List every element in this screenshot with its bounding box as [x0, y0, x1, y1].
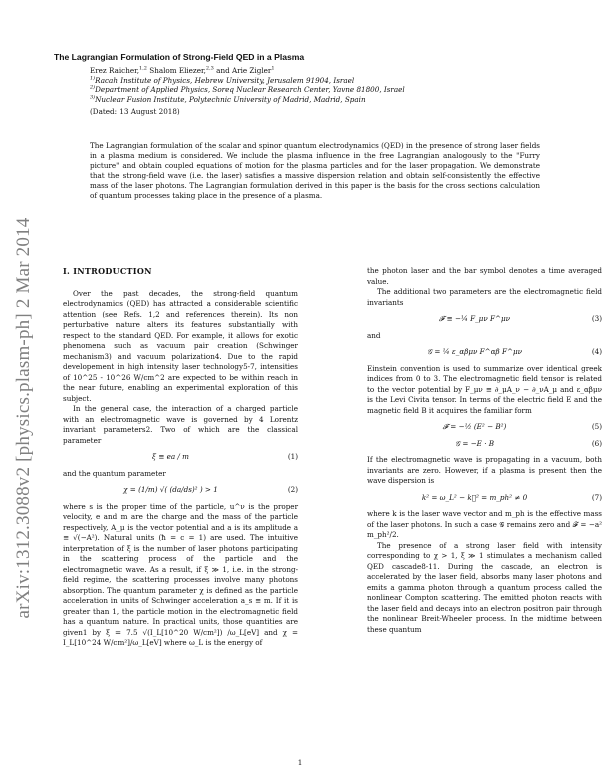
author-affiliation-mark: 1,2: [139, 65, 147, 72]
affiliation-mark: 3): [90, 94, 96, 101]
equation-body: 𝓕 = −½ (E² − B²): [442, 422, 507, 431]
section-heading: I. INTRODUCTION: [63, 266, 152, 276]
left-column: [63, 266, 298, 649]
author-name: and Arie Zigler: [216, 66, 272, 75]
paragraph: The presence of a strong laser field with intensity corresponding to χ > 1, ξ ≫ 1 stimulates a mechanism called QED cascade8-11. During the cascade, an electron is accelerated by the laser field, absorbs many laser photons and emits a gamma photon through a quantum process called the nonlinear Compton scattering. The emitted photon reacts with the laser field and decays into an electron positron pair through the nonlinear Breit-Wheeler process. In the midtime between these quantum: [367, 540, 602, 634]
paragraph: where s is the proper time of the particle, u^ν is the proper velocity, e and m are the charge and the mass of the particle respectively, A_μ is the vector potential and a is its amplitude a ≡ √(−A²). Natural units (ħ = c = 1) are used. The intuitive interpretation of ξ is the number of laser photons participating in the scattering process of the particle and the electromagnetic wave. As a result, if ξ ≫ 1, i.e. in the strong-field regime, the scattering processes involve many photons absorption. The quantum parameter χ is defined as the particle acceleration in units of Schwinger acceleration a_s ≡ m. If it is greater than 1, the particle motion in the electromagnetic field has a quantum nature. In practical units, those quantities are given1 by ξ = 7.5 √(I_L[10^20 W/cm²]) /ω_L[eV] and χ = I_L[10^24 W/cm²]/ω_L[eV] where ω_L is the energy of: [63, 501, 298, 647]
paragraph: where k is the laser wave vector and m_ph is the effective mass of the laser photons. In such a case 𝒢 remains zero and 𝓕 = −a² m_ph²/2.: [367, 509, 602, 539]
equation-number: (5): [591, 422, 602, 431]
author-line: [90, 66, 540, 76]
paragraph: Over the past decades, the strong-field quantum electrodynamics (QED) has attracted a considerable scientific attention (see Refs. 1,2 and references therein). Its non perturbative nature alters its features substantially with respect to the standard QED. For example, it allows for exotic phenomena such as vacuum pair creation (Schwinger mechanism3) and vacuum polarization4. Due to the rapid developement in high intensity laser technology5-7, intensities of 10^25 - 10^26 W/cm^2 are expected to be within reach in the near future, enabling an experimental exploration of this subject.: [63, 288, 298, 403]
paragraph: The additional two parameters are the electromagnetic field invariants: [367, 287, 602, 307]
equation-number: (7): [591, 492, 602, 502]
affiliation-mark: 2): [90, 84, 96, 91]
equation: [63, 452, 298, 463]
affiliation: [90, 76, 540, 86]
equation-body: 𝒢 = ¼ ε_αβμν F^αβ F^μν: [426, 347, 523, 356]
equation-number: (2): [287, 485, 298, 494]
equation: [367, 493, 602, 504]
page-number: 1: [297, 758, 303, 767]
affiliation: [90, 95, 540, 105]
author-affiliation-mark: 2,3: [205, 65, 214, 72]
paragraph: If the electromagnetic wave is propagating in a vacuum, both invariants are zero. However, if a plasma is present then the wave dispersion is: [367, 455, 602, 485]
equation-body: χ = (1/m) √( (da/ds)² ) > 1: [123, 485, 218, 494]
equation-body: ξ ≡ ea / m: [152, 452, 189, 461]
author-name: Shalom Eliezer,: [149, 66, 206, 75]
equation: [367, 439, 602, 450]
equation-number: (3): [591, 314, 602, 323]
affiliation-text: Department of Applied Physics, Soreq Nuclear Research Center, Yavne 81800, Israel: [95, 85, 405, 95]
paragraph: In the general case, the interaction of a charged particle with an electromagnetic wave is governed by 4 Lorentz invariant parameters2. Two of which are the classical parameter: [63, 404, 298, 445]
arxiv-identifier: arXiv:1312.3088v2 [physics.plasm-ph] 2 Mar 2014: [13, 217, 34, 619]
affiliation-text: Nuclear Fusion Institute, Polytechnic University of Madrid, Madrid, Spain: [95, 94, 366, 104]
arxiv-stamp: [0, 0, 50, 776]
equation-body: k² = ω_L² − k⃗² = m_ph² ≠ 0: [421, 492, 528, 502]
equation: [367, 314, 602, 325]
equation-body: 𝓕 ≡ −¼ F_μν F^μν: [438, 314, 511, 323]
right-column: [367, 266, 602, 635]
affiliation-mark: 1): [90, 75, 96, 82]
equation: [367, 347, 602, 358]
equation: [367, 422, 602, 433]
paragraph: and: [367, 330, 381, 340]
paper-title: The Lagrangian Formulation of Strong-Field QED in a Plasma: [54, 52, 305, 62]
equation-number: (4): [591, 347, 602, 356]
equation-number: (6): [591, 438, 602, 448]
paragraph: Einstein convention is used to summarize over identical greek indices from 0 to 3. The electromagnetic field tensor is related to the vector potential by F_μν ≡ ∂_μA_ν − ∂_νA_μ and ε_αβμν is the Levi Civita tensor. In terms of the electric field E and the magnetic field B it acquires the familiar form: [367, 363, 602, 415]
affiliation-text: Racah Institute of Physics, Hebrew University, Jerusalem 91904, Israel: [95, 75, 355, 85]
author-affiliation-mark: 1: [271, 65, 275, 72]
equation-body: 𝒢 = −E · B: [454, 438, 495, 448]
equation: [63, 485, 298, 496]
paragraph: the photon laser and the bar symbol denotes a time averaged value.: [367, 266, 602, 286]
equation-number: (1): [287, 452, 298, 461]
front-matter: [90, 66, 540, 117]
affiliation: [90, 85, 540, 95]
date-line: (Dated: 13 August 2018): [90, 107, 180, 117]
abstract: The Lagrangian formulation of the scalar and spinor quantum electrodynamics (QED) in the presence of strong laser fields in a plasma medium is considered. We include the plasma influence in the free Lagrangian analogously to the "Furry picture" and obtain coupled equations of motion for the plasma particles and for the laser propagation. We demonstrate that the strong-field wave (i.e. the laser) satisfies a massive dispersion relation and obtain self-consistently the effective mass of the laser photons. The Lagrangian formulation derived in this paper is the basis for the cross sections calculation of quantum processes taking place in the presence of a plasma.: [90, 141, 540, 200]
paragraph: and the quantum parameter: [63, 468, 166, 478]
author-name: Erez Raicher,: [90, 66, 140, 75]
